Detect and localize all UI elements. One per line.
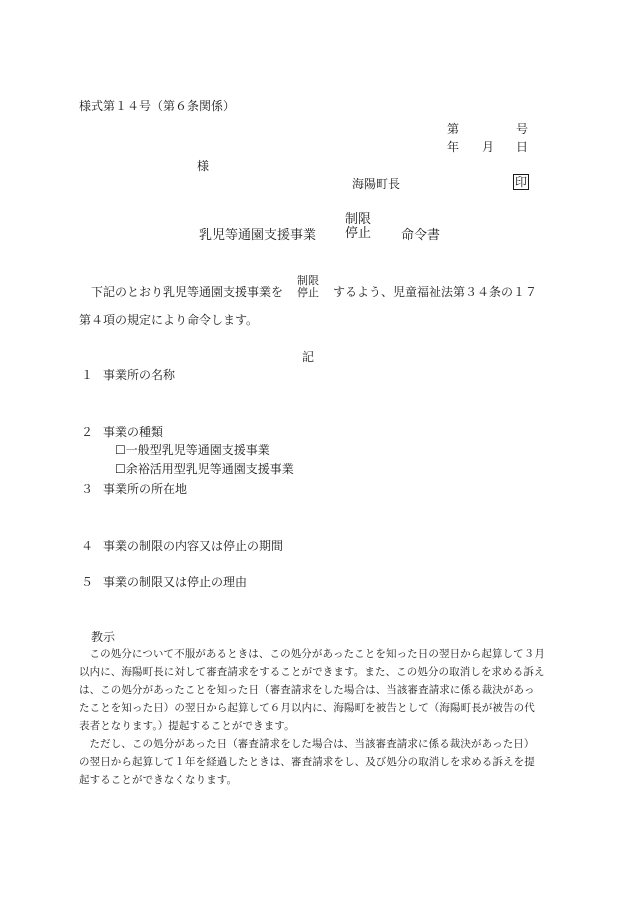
item-1-number: １ — [81, 368, 94, 382]
item-5-number: ５ — [81, 575, 94, 589]
type-option-general: ☐一般型乳児等通園支援事業 — [115, 443, 270, 457]
title-option-stack — [345, 213, 371, 240]
notice-paragraph-2: ただし、この処分があった日（審査請求をした場合は、当該審査請求に係る裁決があった日）の翌日から起算して１年を経過したときは、審査請求をし、及び処分の取消しを求める訴えを提起することができなくなります。 — [79, 738, 535, 786]
body-option-stack — [297, 275, 319, 298]
notice-heading: 教示 — [91, 630, 116, 644]
body-line1-start: 下記のとおり乳児等通園支援事業を — [91, 285, 284, 299]
document-number-suffix: 号 — [516, 122, 529, 136]
title-part1: 乳児等通園支援事業 — [199, 228, 317, 243]
notice-body — [79, 645, 545, 789]
body-line2: 第４項の規定により命令します。 — [79, 313, 259, 327]
title-option-restrict: 制限 — [345, 212, 372, 227]
item-5-label: 事業の制限又は停止の理由 — [103, 575, 248, 589]
item-4-label: 事業の制限の内容又は停止の期間 — [103, 539, 284, 553]
title-option-suspend: 停止 — [345, 225, 372, 241]
form-number: 様式第１４号（第６条関係） — [79, 99, 236, 113]
item-3-label: 事業所の所在地 — [103, 482, 188, 496]
body-line1-end: するよう、児童福祉法第３４条の１７ — [333, 285, 538, 299]
item-4-number: ４ — [81, 539, 94, 553]
issuer-name: 海陽町長 — [352, 177, 401, 191]
item-3-number: ３ — [81, 482, 94, 496]
seal-label: 印 — [515, 175, 528, 189]
recipient-honorific: 様 — [197, 159, 210, 173]
document-number-prefix: 第 — [447, 122, 460, 136]
date-day-label: 日 — [516, 140, 529, 154]
record-heading: 記 — [302, 350, 315, 364]
body-option-restrict: 制限 — [297, 274, 319, 287]
item-2-number: ２ — [81, 425, 94, 439]
item-1-label: 事業所の名称 — [103, 368, 176, 382]
title-part2: 命令書 — [401, 228, 441, 243]
type-option-surplus: ☐余裕活用型乳児等通園支援事業 — [115, 462, 294, 476]
notice-paragraph-1: この処分について不服があるときは、この処分があったことを知った日の翌日から起算して３月以内に、海陽町長に対して審査請求をすることができます。また、この処分の取消しを求める訴えは、この処分があったことを知った日（審査請求をした場合は、当該審査請求に係る裁決があったことを知った日）の翌日から起算して６月以内に、海陽町を被告として（海陽町長が被告の代表者となります。）提起することができます。 — [79, 648, 545, 732]
item-2-label: 事業の種類 — [103, 425, 164, 439]
seal-mark — [513, 174, 529, 190]
date-month-label: 月 — [482, 140, 495, 154]
date-year-label: 年 — [447, 140, 460, 154]
body-option-suspend: 停止 — [297, 285, 319, 299]
